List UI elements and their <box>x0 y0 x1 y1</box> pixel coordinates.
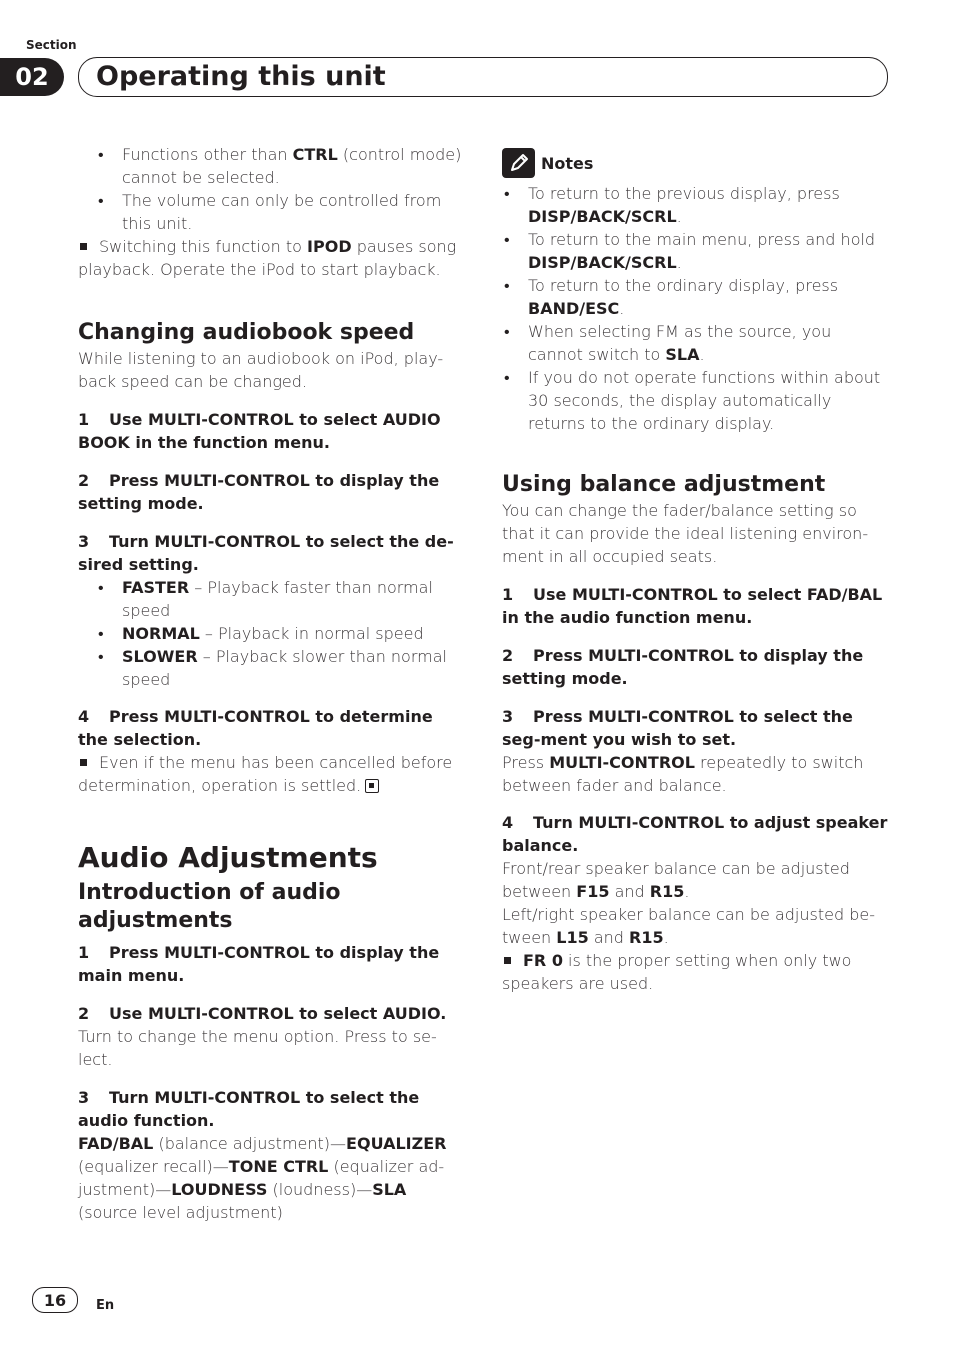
balance-step-4: 4 Turn MULTI-CONTROL to adjust speaker balance. <box>502 813 888 855</box>
audiobook-intro: While listening to an audiobook on iPod, play-back speed can be changed. <box>78 349 444 391</box>
note-item: • To return to the ordinary display, press BAND/ESC. <box>502 274 890 320</box>
note-ipod: Switching this function to IPOD pauses song playback. Operate the iPod to start playback. <box>78 237 457 279</box>
audiobook-step-1: 1 Use MULTI-CONTROL to select AUDIO BOOK in the function menu. <box>78 410 441 452</box>
language-label: En <box>96 1298 115 1313</box>
note-item: • To return to the main menu, press and hold DISP/BACK/SCRL. <box>502 228 890 274</box>
fr0-note: FR 0 is the proper setting when only two speakers are used. <box>502 951 852 993</box>
speed-option-faster: • FASTER – Playback faster than normal speed <box>78 576 462 622</box>
audio-adjustments-heading: Audio Adjustments <box>78 841 378 874</box>
end-mark-icon <box>365 779 379 793</box>
balance-heading: Using balance adjustment <box>502 472 826 497</box>
audio-step-1: 1 Press MULTI-CONTROL to display the main menu. <box>78 943 440 985</box>
note-item: • To return to the previous display, press DISP/BACK/SCRL. <box>502 182 890 228</box>
left-column <box>78 143 462 1224</box>
page-number: 16 <box>32 1287 78 1313</box>
pencil-note-icon <box>502 148 535 178</box>
section-label: Section <box>26 38 77 52</box>
list-item: • Functions other than CTRL (control mode) cannot be selected. <box>78 143 462 189</box>
audio-intro-subheading: Introduction of audio adjustments <box>78 880 341 933</box>
audio-step-3: 3 Turn MULTI-CONTROL to select the audio function. <box>78 1088 420 1130</box>
audio-step-2-desc: Turn to change the menu option. Press to se-lect. <box>78 1027 437 1069</box>
balance-step-3: 3 Press MULTI-CONTROL to select the seg-ment you wish to set. <box>502 707 853 749</box>
square-bullet-icon <box>80 243 87 250</box>
speed-option-normal: • NORMAL – Playback in normal speed <box>78 622 462 645</box>
note-item: • When selecting FM as the source, you cannot switch to SLA. <box>502 320 890 366</box>
balance-step-3-desc: Press MULTI-CONTROL repeatedly to switch between fader and balance. <box>502 753 864 795</box>
audio-step-2: 2 Use MULTI-CONTROL to select AUDIO. <box>78 1004 447 1023</box>
notes-header <box>502 148 890 178</box>
right-column <box>502 148 890 995</box>
section-number-badge: 02 <box>0 58 64 96</box>
balance-intro: You can change the fader/balance setting so that it can provide the ideal listening environ-ment in all occupied seats. <box>502 501 869 566</box>
audiobook-step-4: 4 Press MULTI-CONTROL to determine the selection. <box>78 707 433 749</box>
audio-function-list: FAD/BAL (balance adjustment)—EQUALIZER (equalizer recall)—TONE CTRL (equalizer ad-justment)—LOUDNESS (loudness)—SLA (source level adjustment) <box>78 1134 447 1222</box>
section-title: Operating this unit <box>96 61 386 92</box>
audiobook-heading: Changing audiobook speed <box>78 320 415 345</box>
notes-title: Notes <box>541 153 594 173</box>
note-item: • If you do not operate functions within about 30 seconds, the display automatically returns to the ordinary display. <box>502 366 890 435</box>
balance-step-2: 2 Press MULTI-CONTROL to display the setting mode. <box>502 646 864 688</box>
list-item: • The volume can only be controlled from this unit. <box>78 189 462 235</box>
square-bullet-icon <box>80 759 87 766</box>
speed-option-slower: • SLOWER – Playback slower than normal speed <box>78 645 462 691</box>
audiobook-step-3: 3 Turn MULTI-CONTROL to select the de-sired setting. <box>78 532 454 574</box>
square-bullet-icon <box>504 957 511 964</box>
audiobook-step-2: 2 Press MULTI-CONTROL to display the setting mode. <box>78 471 440 513</box>
front-rear-desc: Front/rear speaker balance can be adjusted between F15 and R15. <box>502 859 850 901</box>
left-right-desc: Left/right speaker balance can be adjusted be-tween L15 and R15. <box>502 905 875 947</box>
audiobook-step-4-note: Even if the menu has been cancelled before determination, operation is settled. <box>78 753 453 795</box>
balance-step-1: 1 Use MULTI-CONTROL to select FAD/BAL in the audio function menu. <box>502 585 883 627</box>
